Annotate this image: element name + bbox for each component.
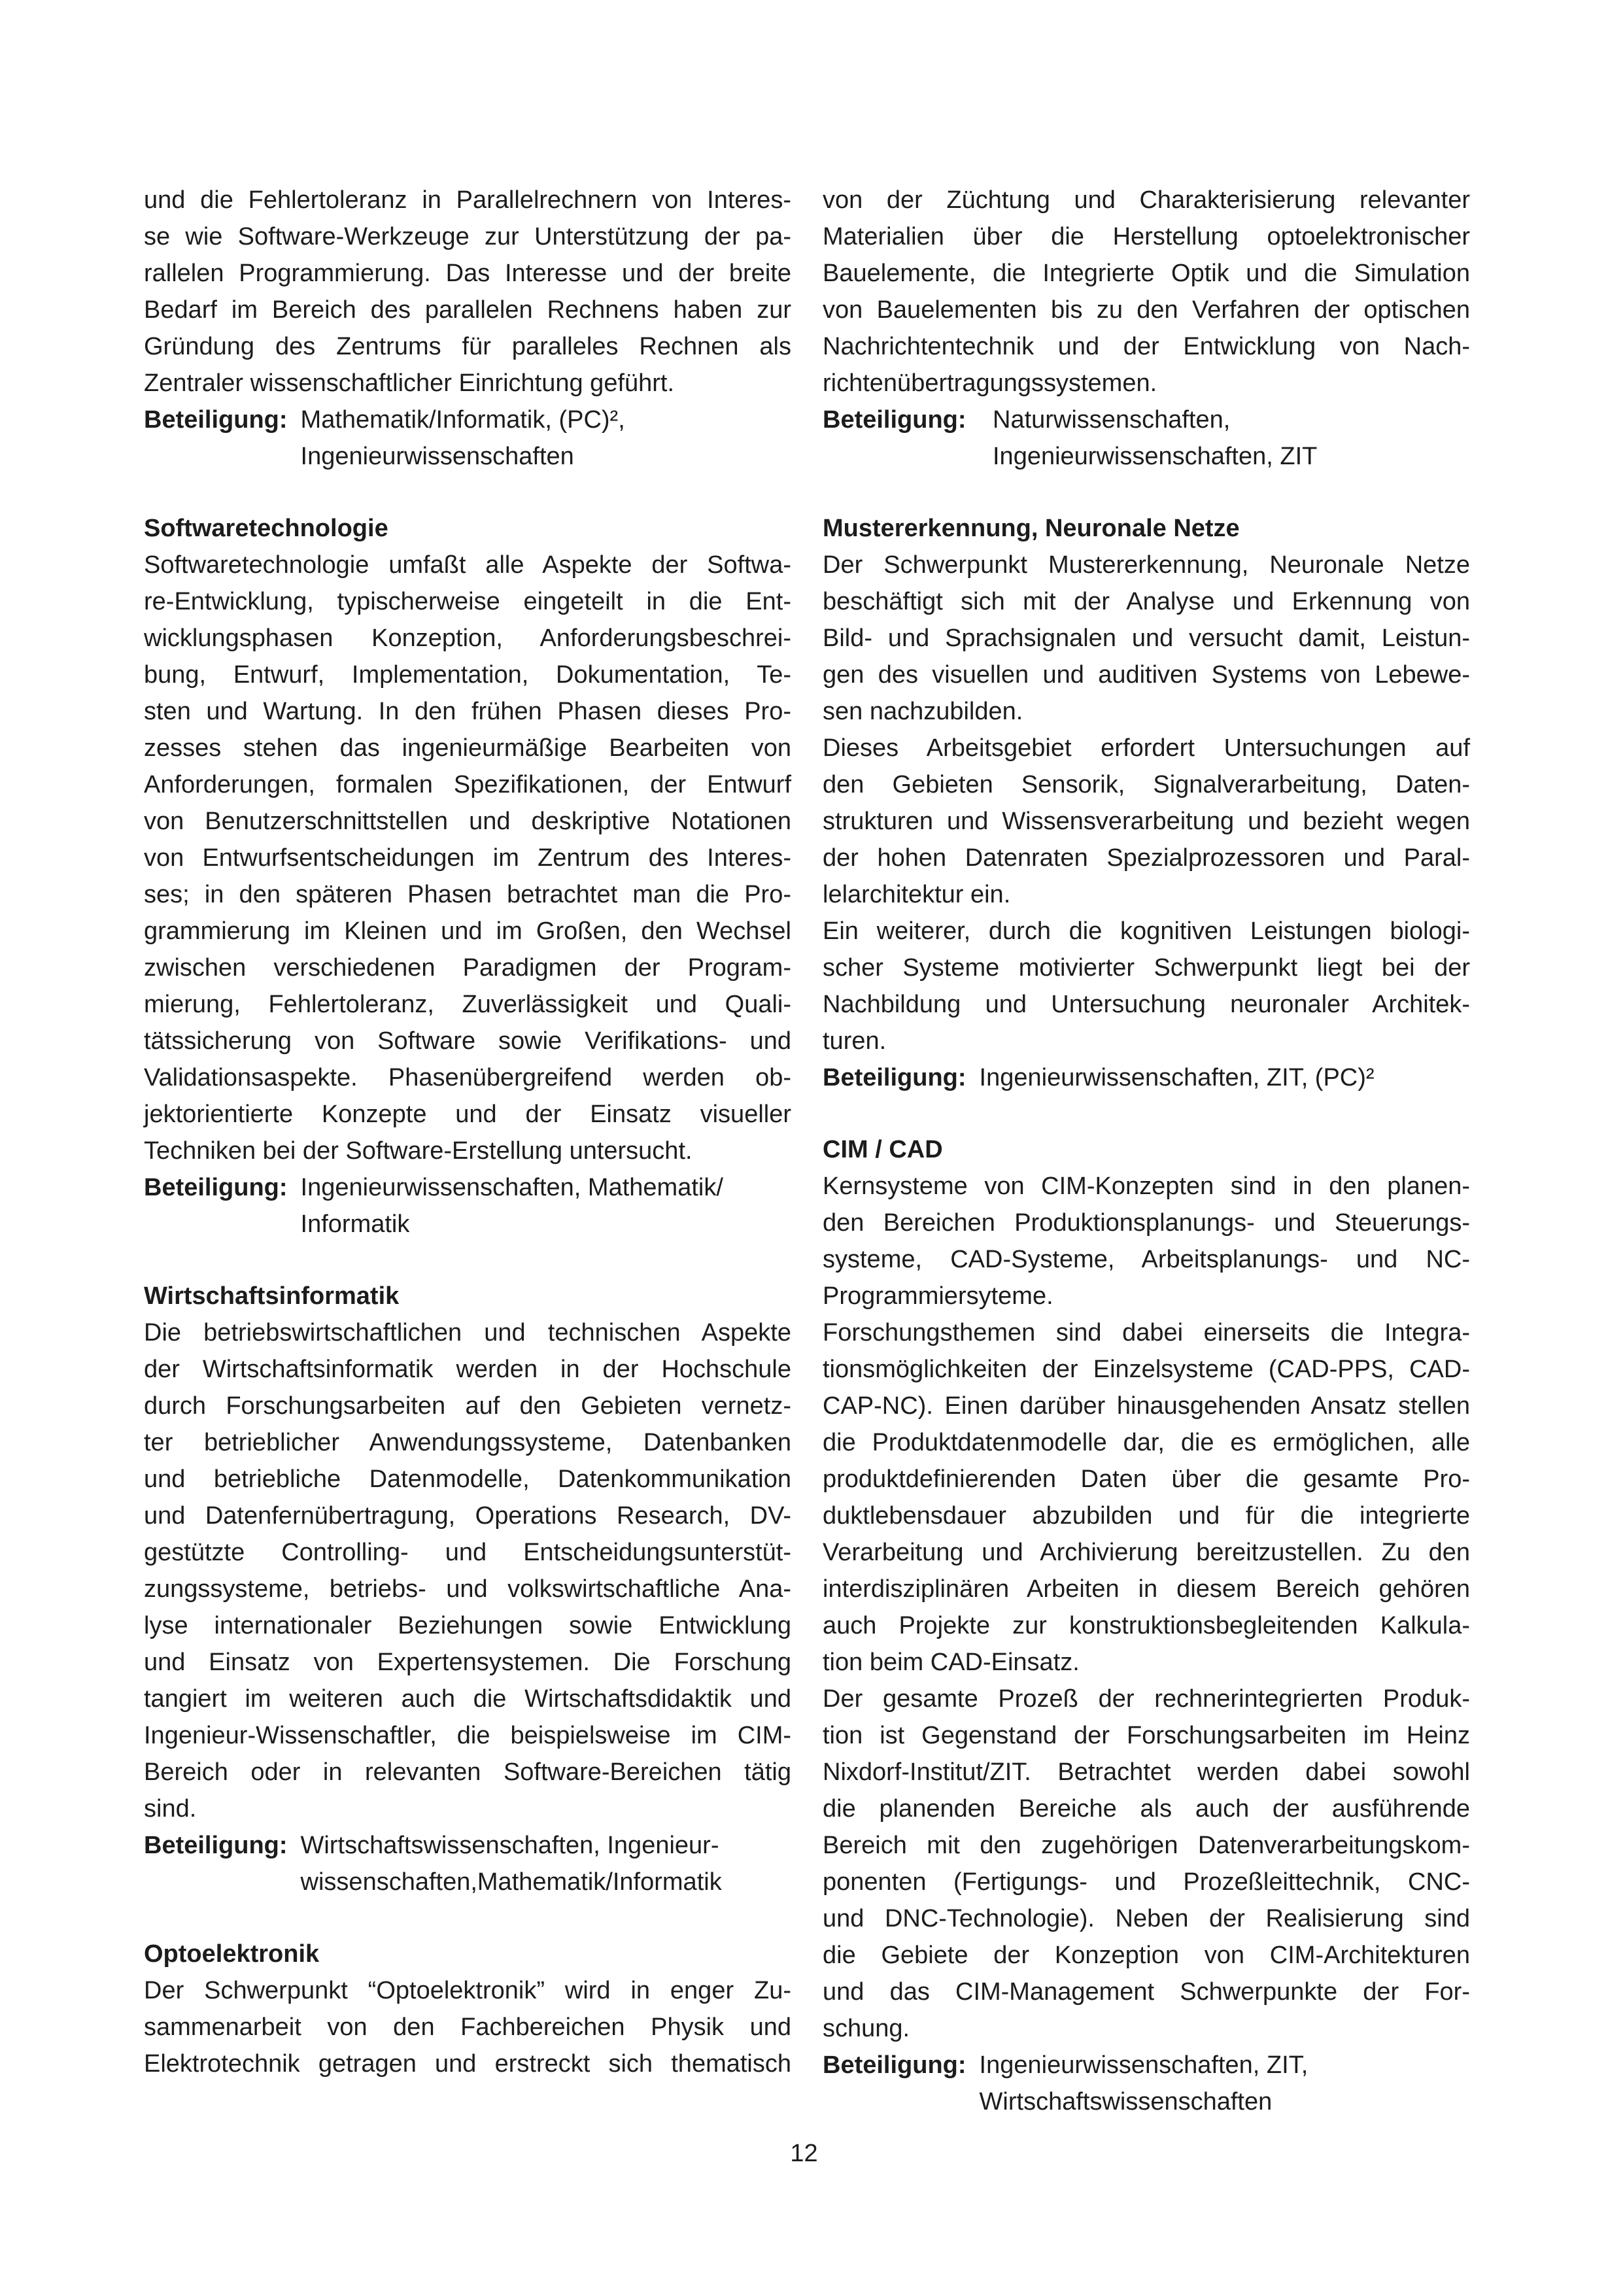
section-mustererkennung [823,510,1470,1096]
body-line: der Wirtschaftsinformatik werden in der Hochschule [144,1356,791,1383]
participation-row [144,1169,791,1242]
body-line: rallelen Programmierung. Das Interesse und der breite [144,260,791,287]
body-line: von Entwurfsentscheidungen im Zentrum des Interes- [144,844,791,872]
body-line: Materialien über die Herstellung optoelektronischer [823,223,1470,250]
participation-label: Beteiligung: [823,406,967,434]
body-line: und DNC-Technologie). Neben der Realisierung sind [823,1905,1470,1932]
section-softwaretechnologie [144,510,791,1242]
section-optoelektronik [144,1936,791,2082]
section-parallel-computing [144,182,791,475]
participation-value: Naturwissenschaften, [993,406,1231,434]
body-line: die planenden Bereiche als auch der ausführende [823,1795,1470,1823]
body-line: durch Forschungsarbeiten auf den Gebieten vernetz- [144,1392,791,1420]
participation-label: Beteiligung: [144,406,288,434]
body-line: Bauelemente, die Integrierte Optik und die Simulation [823,260,1470,287]
body-line: Dieses Arbeitsgebiet erfordert Untersuchungen auf [823,734,1470,762]
participation-row [823,402,1470,475]
body-line: se wie Software-Werkzeuge zur Unterstützung der pa- [144,223,791,250]
body-line: und Datenfernübertragung, Operations Research, DV- [144,1502,791,1530]
body-line: tätssicherung von Software sowie Verifikations- und [144,1027,791,1055]
body-line: Verarbeitung und Archivierung bereitzustellen. Zu den [823,1539,1470,1566]
body-line: der hohen Datenraten Spezialprozessoren und Paral- [823,844,1470,872]
body-line: lelarchitektur ein. [823,881,1011,908]
body-line: von Benutzerschnittstellen und deskriptive Notationen [144,808,791,835]
participation-value: Informatik [300,1210,410,1238]
participation-values [301,402,625,475]
body-line: auch Projekte zur konstruktionsbegleitenden Kalkula- [823,1612,1470,1639]
body-line: den Gebieten Sensorik, Signalverarbeitung, Daten- [823,771,1470,798]
participation-value: Wirtschaftswissenschaften [979,2088,1273,2116]
participation-value: Ingenieurwissenschaften, Mathematik/ [300,1174,723,1201]
participation-values [980,2047,1309,2120]
section-heading: Mustererkennung, Neuronale Netze [823,515,1240,542]
section-wirtschaftsinformatik [144,1278,791,1900]
section-heading: Softwaretechnologie [144,515,388,542]
body-line: sind. [144,1795,197,1823]
body-line: Der gesamte Prozeß der rechnerintegrierten Produk- [823,1685,1470,1713]
body-line: zesses stehen das ingenieurmäßige Bearbeiten von [144,734,791,762]
left-column [144,182,791,2117]
body-line: duktlebensdauer abzubilden und für die integrierte [823,1502,1470,1530]
section-heading: Wirtschaftsinformatik [144,1282,400,1310]
body-line: Programmiersyteme. [823,1282,1053,1310]
body-line: zwischen verschiedenen Paradigmen der Program- [144,954,791,982]
body-line: gen des visuellen und auditiven Systems von Lebewe- [823,661,1470,689]
body-line: zungssysteme, betriebs- und volkswirtschaftliche Ana- [144,1575,791,1603]
body-line: Validationsaspekte. Phasenübergreifend werden ob- [144,1064,791,1091]
body-line: Ingenieur-Wissenschaftler, die beispielsweise im CIM- [144,1722,791,1749]
body-line: bung, Entwurf, Implementation, Dokumentation, Te- [144,661,791,689]
participation-values [301,1827,722,1900]
body-line: Nachbildung und Untersuchung neuronaler Architek- [823,991,1470,1018]
body-line: und das CIM-Management Schwerpunkte der For- [823,1978,1470,2006]
participation-value: Mathematik/Informatik, (PC)², [300,406,625,434]
participation-row [144,1827,791,1900]
participation-label: Beteiligung: [823,1064,967,1091]
section-optoelektronik-continued [823,182,1470,475]
body-line: interdisziplinären Arbeiten in diesem Bereich gehören [823,1575,1470,1603]
body-line: tion beim CAD-Einsatz. [823,1649,1080,1676]
body-line: CAP-NC). Einen darüber hinausgehenden Ansatz stellen [823,1392,1470,1420]
participation-value: Ingenieurwissenschaften, ZIT, [979,2051,1309,2079]
body-line: von der Züchtung und Charakterisierung relevanter [823,186,1470,214]
body-line: ponenten (Fertigungs- und Prozeßleittechnik, CNC- [823,1868,1470,1896]
body-line: sten und Wartung. In den frühen Phasen dieses Pro- [144,698,791,725]
participation-values [993,402,1317,475]
body-line: turen. [823,1027,887,1055]
body-line: Anforderungen, formalen Spezifikationen, der Entwurf [144,771,791,798]
body-line: die Gebiete der Konzeption von CIM-Architekturen [823,1942,1470,1969]
body-line: grammierung im Kleinen und im Großen, den Wechsel [144,917,791,945]
body-line: tionsmöglichkeiten der Einzelsysteme (CAD-PPS, CAD- [823,1356,1470,1383]
body-line: Die betriebswirtschaftlichen und technischen Aspekte [144,1319,791,1346]
section-heading: CIM / CAD [823,1136,943,1163]
body-line: lyse internationaler Beziehungen sowie Entwicklung [144,1612,791,1639]
body-line: beschäftigt sich mit der Analyse und Erkennung von [823,588,1470,615]
participation-row [823,2047,1470,2120]
participation-value: Ingenieurwissenschaften, ZIT [993,443,1318,470]
body-line: Elektrotechnik getragen und erstreckt sich thematisch [144,2050,791,2078]
body-line: schung. [823,2015,910,2042]
body-line: jektorientierte Konzepte und der Einsatz visueller [144,1101,791,1128]
body-line: Zentraler wissenschaftlicher Einrichtung geführt. [144,369,675,397]
body-line: von Bauelementen bis zu den Verfahren der optischen [823,296,1470,324]
body-line: strukturen und Wissensverarbeitung und bezieht wegen [823,808,1470,835]
body-line: scher Systeme motivierter Schwerpunkt liegt bei der [823,954,1470,982]
body-line: Der Schwerpunkt “Optoelektronik” wird in enger Zu- [144,1977,791,2004]
body-line: mierung, Fehlertoleranz, Zuverlässigkeit und Quali- [144,991,791,1018]
body-line: tion ist Gegenstand der Forschungsarbeiten im Heinz [823,1722,1470,1749]
section-heading: Optoelektronik [144,1940,320,1968]
participation-value: Ingenieurwissenschaften, ZIT, (PC)² [979,1064,1375,1091]
participation-values [980,1059,1375,1096]
participation-value: wissenschaften,Mathematik/Informatik [300,1868,722,1896]
body-line: ter betrieblicher Anwendungssysteme, Datenbanken [144,1429,791,1456]
body-line: tangiert im weiteren auch die Wirtschaftsdidaktik und [144,1685,791,1713]
body-line: richtenübertragungssystemen. [823,369,1157,397]
participation-row [823,1059,1470,1096]
body-line: und betriebliche Datenmodelle, Datenkommunikation [144,1465,791,1493]
body-line: Techniken bei der Software-Erstellung untersucht. [144,1137,693,1165]
body-line: die Produktdatenmodelle dar, die es ermöglichen, alle [823,1429,1470,1456]
body-line: re-Entwicklung, typischerweise eingeteilt in die Ent- [144,588,791,615]
section-cim-cad [823,1131,1470,2120]
body-line: ses; in den späteren Phasen betrachtet man die Pro- [144,881,791,908]
body-line: sen nachzubilden. [823,698,1023,725]
body-line: Nixdorf-Institut/ZIT. Betrachtet werden dabei sowohl [823,1758,1470,1786]
body-line: Forschungsthemen sind dabei einerseits die Integra- [823,1319,1470,1346]
body-line: Bild- und Sprachsignalen und versucht damit, Leistun- [823,625,1470,652]
body-line: Nachrichtentechnik und der Entwicklung von Nach- [823,333,1470,360]
body-line: produktdefinierenden Daten über die gesamte Pro- [823,1465,1470,1493]
body-line: Der Schwerpunkt Mustererkennung, Neuronale Netze [823,551,1470,579]
participation-value: Ingenieurwissenschaften [300,443,574,470]
participation-label: Beteiligung: [823,2051,967,2079]
participation-label: Beteiligung: [144,1832,288,1859]
participation-values [301,1169,723,1242]
body-line: sammenarbeit von den Fachbereichen Physik und [144,2013,791,2041]
participation-value: Wirtschaftswissenschaften, Ingenieur- [300,1832,719,1859]
body-line: Bereich oder in relevanten Software-Bereichen tätig [144,1758,791,1786]
page-number: 12 [790,2140,818,2167]
body-line: Bereich mit den zugehörigen Datenverarbeitungskom- [823,1832,1470,1859]
body-line: wicklungsphasen Konzeption, Anforderungsbeschrei- [144,625,791,652]
body-line: und Einsatz von Expertensystemen. Die Forschung [144,1649,791,1676]
body-line: und die Fehlertoleranz in Parallelrechnern von Interes- [144,186,791,214]
body-line: Kernsysteme von CIM-Konzepten sind in den planen- [823,1173,1470,1200]
participation-row [144,402,791,475]
participation-label: Beteiligung: [144,1174,288,1201]
body-line: Gründung des Zentrums für paralleles Rechnen als [144,333,791,360]
right-column [823,182,1470,2155]
body-line: systeme, CAD-Systeme, Arbeitsplanungs- und NC- [823,1246,1470,1273]
body-line: Softwaretechnologie umfaßt alle Aspekte der Softwa- [144,551,791,579]
body-line: Bedarf im Bereich des parallelen Rechnens haben zur [144,296,791,324]
body-line: Ein weiterer, durch die kognitiven Leistungen biologi- [823,917,1470,945]
body-line: den Bereichen Produktionsplanungs- und Steuerungs- [823,1209,1470,1237]
body-line: gestützte Controlling- und Entscheidungsunterstüt- [144,1539,791,1566]
